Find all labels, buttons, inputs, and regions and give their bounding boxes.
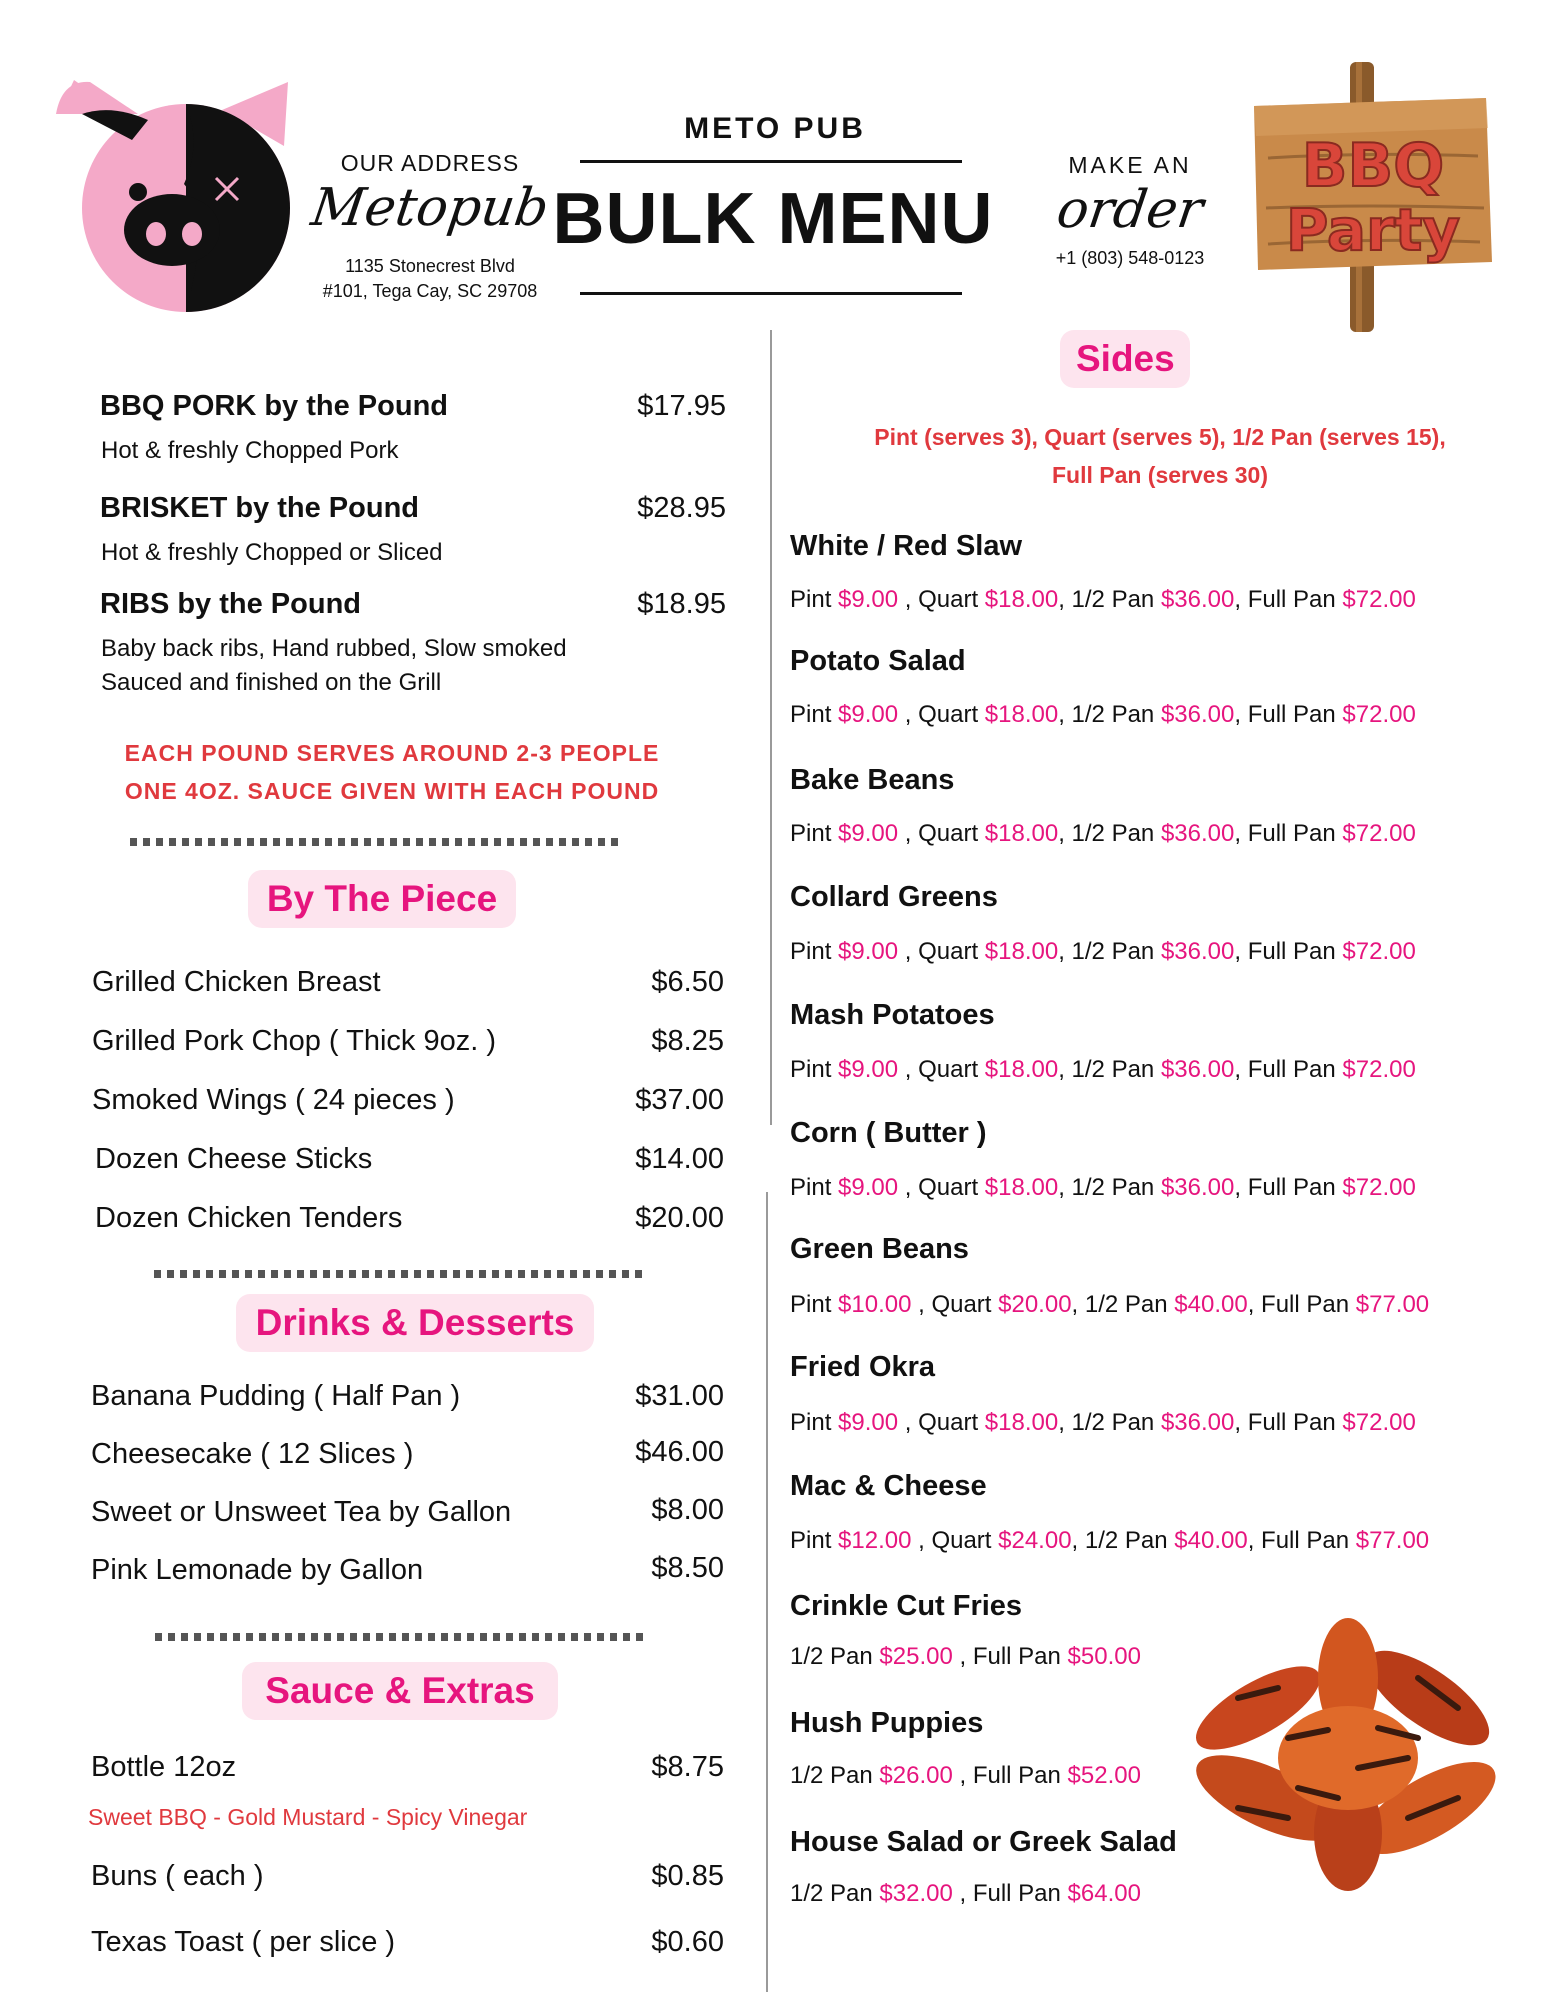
list-item-price: $46.00 — [635, 1436, 724, 1468]
side-price-label: , Full Pan — [1234, 938, 1343, 965]
side-price-label: , 1/2 Pan — [1058, 938, 1161, 965]
column-divider-lower — [766, 1192, 768, 1992]
side-item-name: Mash Potatoes — [790, 999, 995, 1031]
sauce-note: ONE 4OZ. SAUCE GIVEN WITH EACH POUND — [124, 778, 660, 804]
list-item-price: $8.25 — [651, 1025, 724, 1057]
side-price-value: $77.00 — [1355, 1527, 1430, 1554]
list-item-name: Grilled Pork Chop ( Thick 9oz. ) — [92, 1025, 496, 1057]
section-title-by-the-piece: By The Piece — [248, 870, 516, 928]
side-price-value: $72.00 — [1342, 1056, 1416, 1083]
side-price-label: Pint — [790, 1409, 839, 1436]
side-item-name: Crinkle Cut Fries — [790, 1590, 1023, 1622]
side-price-label: , Full Pan — [952, 1880, 1068, 1907]
list-item-name: Pink Lemonade by Gallon — [91, 1554, 424, 1586]
address-street: 1135 Stonecrest Blvd — [345, 256, 515, 276]
list-item-price: $0.85 — [651, 1860, 724, 1892]
side-price-label: , 1/2 Pan — [1058, 701, 1161, 728]
address-label: OUR ADDRESS — [340, 150, 520, 176]
order-label: MAKE AN — [1068, 152, 1192, 178]
side-price-value: $9.00 — [838, 586, 899, 613]
side-price-label: Pint — [790, 586, 839, 613]
side-price-value: $72.00 — [1342, 1174, 1416, 1201]
list-item-price: $31.00 — [635, 1380, 724, 1412]
side-price-value: $36.00 — [1160, 701, 1235, 728]
list-item-name: Banana Pudding ( Half Pan ) — [91, 1380, 461, 1412]
side-price-label: Pint — [790, 1174, 839, 1201]
side-price-label: , 1/2 Pan — [1071, 1527, 1175, 1554]
order-phone[interactable]: +1 (803) 548-0123 — [1055, 248, 1205, 268]
side-price-label: Pint — [790, 701, 839, 728]
side-price-label: , 1/2 Pan — [1058, 586, 1161, 613]
side-price-value: $26.00 — [879, 1762, 953, 1789]
side-price-label: , Quart — [898, 938, 985, 965]
side-price-value: $52.00 — [1067, 1762, 1141, 1789]
list-item-price: $14.00 — [635, 1143, 724, 1175]
side-price-value: $9.00 — [838, 820, 899, 847]
sides-serving-line2: Full Pan (serves 30) — [1051, 462, 1269, 488]
list-item-price: $37.00 — [635, 1084, 724, 1116]
sides-serving-line1: Pint (serves 3), Quart (serves 5), 1/2 Pan (serves 15), — [874, 424, 1446, 450]
side-item-prices — [790, 1880, 1141, 1908]
side-item-prices — [790, 586, 1416, 614]
side-price-value: $18.00 — [984, 820, 1059, 847]
side-price-label: , Quart — [898, 701, 985, 728]
side-price-label: , Full Pan — [1234, 1056, 1343, 1083]
side-price-value: $10.00 — [838, 1291, 912, 1318]
side-price-label: 1/2 Pan — [790, 1762, 880, 1789]
side-price-label: , Quart — [898, 1174, 985, 1201]
brand-rule-top — [580, 160, 962, 163]
side-price-value: $77.00 — [1355, 1291, 1430, 1318]
side-item-prices — [790, 938, 1416, 966]
list-item-name: Grilled Chicken Breast — [92, 966, 381, 998]
side-price-label: Pint — [790, 938, 839, 965]
side-item-name: Collard Greens — [790, 881, 998, 913]
side-price-value: $36.00 — [1160, 1409, 1235, 1436]
side-price-label: , Full Pan — [1234, 1174, 1343, 1201]
meat-item-price: $17.95 — [637, 390, 726, 422]
side-item-prices — [790, 820, 1416, 848]
side-price-label: , 1/2 Pan — [1058, 1174, 1161, 1201]
side-price-value: $36.00 — [1160, 938, 1235, 965]
side-price-value: $36.00 — [1160, 586, 1235, 613]
side-price-value: $72.00 — [1342, 938, 1416, 965]
dotted-divider — [155, 1633, 649, 1641]
side-price-value: $72.00 — [1342, 820, 1416, 847]
side-price-label: , Quart — [911, 1527, 999, 1554]
side-price-value: $9.00 — [838, 1056, 899, 1083]
page-title: BULK MENU — [552, 179, 994, 259]
list-item-name: Sweet or Unsweet Tea by Gallon — [91, 1496, 512, 1528]
side-price-label: Pint — [790, 820, 839, 847]
meat-item-price: $28.95 — [637, 492, 726, 524]
side-price-value: $18.00 — [984, 1056, 1059, 1083]
bbq-party-sign-icon — [1248, 58, 1498, 338]
side-item-name: House Salad or Greek Salad — [790, 1826, 1177, 1858]
side-price-value: $50.00 — [1067, 1643, 1141, 1670]
side-price-value: $20.00 — [998, 1291, 1072, 1318]
side-price-label: , Quart — [898, 1056, 985, 1083]
sign-text-party: Party — [1285, 196, 1461, 264]
side-item-name: White / Red Slaw — [790, 530, 1023, 562]
list-item-price: $20.00 — [635, 1202, 724, 1234]
side-item-prices — [790, 1291, 1429, 1319]
address-city: #101, Tega Cay, SC 29708 — [322, 281, 538, 301]
side-item-prices — [790, 1409, 1416, 1437]
side-price-label: , Full Pan — [1234, 1409, 1343, 1436]
side-price-label: Pint — [790, 1056, 839, 1083]
side-price-label: , 1/2 Pan — [1058, 820, 1161, 847]
list-item-price: $8.00 — [651, 1494, 724, 1526]
side-price-label: , Full Pan — [1234, 586, 1343, 613]
meat-item-name: BBQ PORK by the Pound — [100, 390, 448, 422]
list-item-price: $6.50 — [651, 966, 724, 998]
side-price-label: , Full Pan — [1247, 1291, 1356, 1318]
side-price-label: 1/2 Pan — [790, 1643, 880, 1670]
side-price-value: $9.00 — [838, 938, 899, 965]
side-price-label: , Quart — [898, 820, 985, 847]
side-item-prices — [790, 1056, 1416, 1084]
list-item-name: Texas Toast ( per slice ) — [91, 1926, 396, 1958]
side-price-label: , 1/2 Pan — [1058, 1409, 1161, 1436]
list-item-price: $8.50 — [651, 1552, 724, 1584]
column-divider-upper — [770, 330, 772, 1125]
side-price-value: $40.00 — [1174, 1291, 1248, 1318]
meat-item-price: $18.95 — [637, 588, 726, 620]
chicken-wings-image — [1178, 1618, 1518, 1898]
side-price-label: Pint — [790, 1527, 839, 1554]
side-price-label: , 1/2 Pan — [1058, 1056, 1161, 1083]
meat-item-desc: Baby back ribs, Hand rubbed, Slow smoked — [101, 635, 567, 662]
meat-item-desc: Hot & freshly Chopped or Sliced — [101, 539, 443, 566]
section-title-sauce-extras: Sauce & Extras — [242, 1662, 558, 1720]
side-price-label: Pint — [790, 1291, 839, 1318]
side-item-name: Hush Puppies — [790, 1707, 984, 1739]
side-price-value: $36.00 — [1160, 820, 1235, 847]
side-price-label: , Full Pan — [1234, 820, 1343, 847]
meat-item-desc: Hot & freshly Chopped Pork — [101, 437, 399, 464]
brand-subtitle: METO PUB — [684, 112, 866, 145]
sides-serving-sizes — [780, 418, 1540, 494]
side-price-value: $9.00 — [838, 701, 899, 728]
sauce-flavor-list: Sweet BBQ - Gold Mustard - Spicy Vinegar — [88, 1804, 528, 1830]
list-item-name: Buns ( each ) — [91, 1860, 264, 1892]
meat-item-name: RIBS by the Pound — [100, 588, 361, 620]
side-price-value: $36.00 — [1160, 1056, 1235, 1083]
side-price-value: $32.00 — [879, 1880, 953, 1907]
side-price-label: 1/2 Pan — [790, 1880, 880, 1907]
brand-rule-bottom — [580, 292, 962, 295]
side-price-value: $24.00 — [998, 1527, 1072, 1554]
side-price-label: , Full Pan — [1247, 1527, 1356, 1554]
pig-logo-icon — [52, 74, 302, 314]
side-price-value: $36.00 — [1160, 1174, 1235, 1201]
side-price-value: $9.00 — [838, 1174, 899, 1201]
side-price-label: , Full Pan — [1234, 701, 1343, 728]
dotted-divider — [130, 838, 622, 846]
side-price-value: $18.00 — [984, 701, 1059, 728]
side-item-prices — [790, 1527, 1429, 1555]
side-price-value: $18.00 — [984, 938, 1059, 965]
order-script: order — [1053, 180, 1207, 240]
side-price-label: , Full Pan — [952, 1762, 1068, 1789]
side-item-name: Corn ( Butter ) — [790, 1117, 987, 1149]
side-item-name: Bake Beans — [790, 764, 955, 796]
list-item-name: Cheesecake ( 12 Slices ) — [91, 1438, 414, 1470]
list-item-name: Smoked Wings ( 24 pieces ) — [92, 1084, 455, 1116]
side-price-value: $72.00 — [1342, 701, 1416, 728]
side-item-prices — [790, 1643, 1141, 1671]
side-price-value: $25.00 — [879, 1643, 953, 1670]
side-price-value: $18.00 — [984, 1409, 1059, 1436]
side-item-name: Green Beans — [790, 1233, 969, 1265]
section-title-sides: Sides — [1060, 330, 1190, 388]
side-item-name: Potato Salad — [790, 645, 966, 677]
side-item-name: Mac & Cheese — [790, 1470, 987, 1502]
side-item-name: Fried Okra — [790, 1351, 936, 1383]
section-title-drinks-desserts: Drinks & Desserts — [236, 1294, 594, 1352]
side-price-label: , Quart — [911, 1291, 999, 1318]
side-price-label: , Full Pan — [952, 1643, 1068, 1670]
list-item-price: $0.60 — [651, 1926, 724, 1958]
side-price-value: $18.00 — [984, 1174, 1059, 1201]
side-price-label: , Quart — [898, 586, 985, 613]
list-item-name: Bottle 12oz — [91, 1751, 237, 1783]
meat-item-name: BRISKET by the Pound — [100, 492, 419, 524]
side-price-label: , 1/2 Pan — [1071, 1291, 1175, 1318]
meat-item-desc: Sauced and finished on the Grill — [101, 669, 442, 696]
side-item-prices — [790, 1762, 1141, 1790]
address-script-logo: Metopub — [307, 178, 553, 238]
side-price-value: $72.00 — [1342, 1409, 1416, 1436]
side-price-value: $9.00 — [838, 1409, 899, 1436]
side-item-prices — [790, 701, 1416, 729]
list-item-name: Dozen Cheese Sticks — [95, 1143, 373, 1175]
list-item-name: Dozen Chicken Tenders — [95, 1202, 403, 1234]
serving-note: EACH POUND SERVES AROUND 2-3 PEOPLE — [124, 740, 660, 766]
side-price-value: $64.00 — [1067, 1880, 1141, 1907]
side-item-prices — [790, 1174, 1416, 1202]
dotted-divider — [154, 1270, 648, 1278]
list-item-price: $8.75 — [651, 1751, 724, 1783]
sign-text-bbq: BBQ — [1301, 131, 1445, 201]
side-price-value: $72.00 — [1342, 586, 1416, 613]
side-price-value: $40.00 — [1174, 1527, 1248, 1554]
side-price-label: , Quart — [898, 1409, 985, 1436]
side-price-value: $18.00 — [984, 586, 1059, 613]
side-price-value: $12.00 — [838, 1527, 912, 1554]
